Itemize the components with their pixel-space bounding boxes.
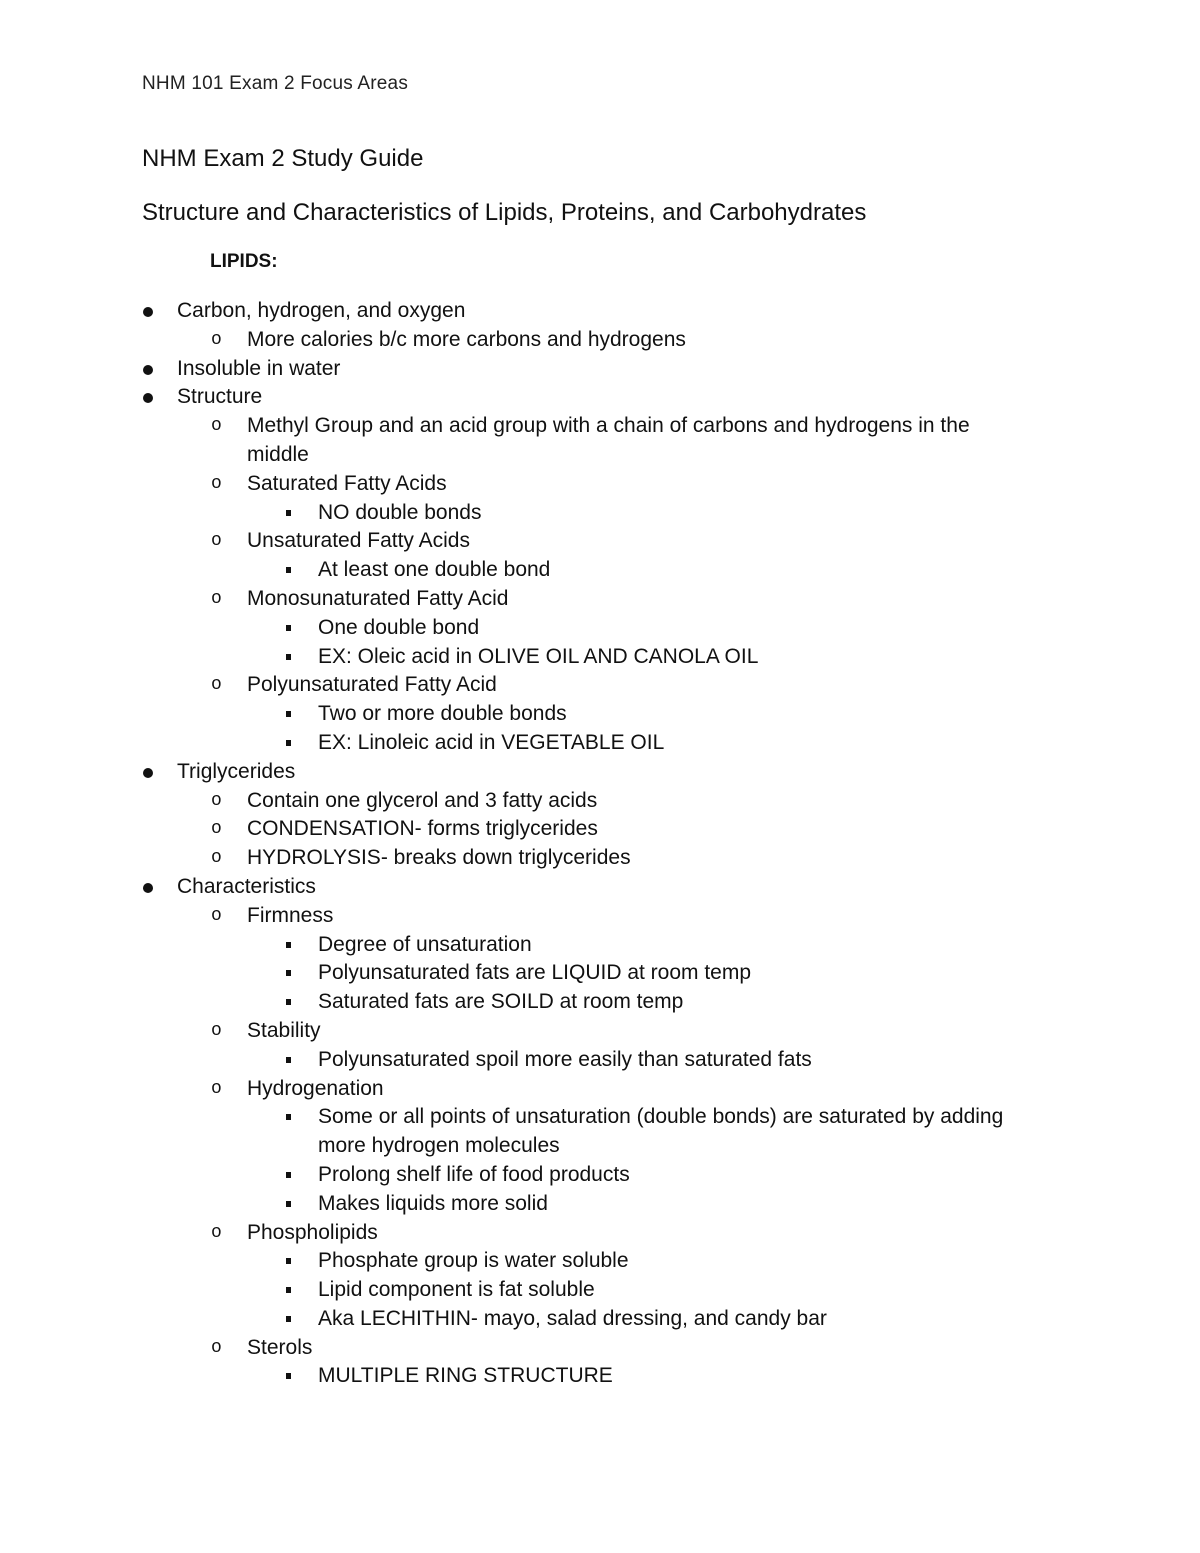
outline-item-level-2 bbox=[0, 1017, 1200, 1046]
outline-item-level-3 bbox=[0, 614, 1200, 643]
square-bullet-icon bbox=[286, 711, 291, 717]
circle-bullet-icon: o bbox=[211, 531, 222, 552]
outline-item-level-3 bbox=[0, 931, 1200, 960]
outline-item-text: EX: Linoleic acid in VEGETABLE OIL bbox=[318, 730, 665, 754]
circle-bullet-icon: o bbox=[211, 473, 222, 494]
outline-item-text: Stability bbox=[247, 1018, 321, 1042]
outline-item-text: Sterols bbox=[247, 1335, 313, 1359]
outline-item-text: Hydrogenation bbox=[247, 1076, 384, 1100]
outline-item-level-2 bbox=[0, 585, 1200, 614]
outline-item-text: Phosphate group is water soluble bbox=[318, 1249, 629, 1273]
running-header: NHM 101 Exam 2 Focus Areas bbox=[142, 73, 409, 94]
outline-item-text: Structure bbox=[177, 385, 263, 409]
outline-item-text: HYDROLYSIS- breaks down triglycerides bbox=[247, 846, 631, 870]
filled-circle-bullet-icon bbox=[143, 307, 153, 317]
outline-item-text: Saturated fats are SOILD at room temp bbox=[318, 990, 684, 1014]
outline-item-level-1 bbox=[0, 355, 1200, 384]
outline-item-level-2 bbox=[0, 787, 1200, 816]
square-bullet-icon bbox=[286, 1316, 291, 1322]
square-bullet-icon bbox=[286, 942, 291, 948]
section-heading-lipids: LIPIDS: bbox=[210, 251, 278, 272]
outline-item-level-3 bbox=[0, 1362, 1200, 1391]
outline-item-text: CONDENSATION- forms triglycerides bbox=[247, 817, 598, 841]
outline-item-text: Phospholipids bbox=[247, 1220, 378, 1244]
outline-item-text: Carbon, hydrogen, and oxygen bbox=[177, 299, 466, 322]
filled-circle-bullet-icon bbox=[143, 393, 153, 403]
outline-item-text: More calories b/c more carbons and hydrogens bbox=[247, 327, 686, 351]
outline-item-level-2 bbox=[0, 1075, 1200, 1104]
outline-item-text: Contain one glycerol and 3 fatty acids bbox=[247, 788, 598, 812]
filled-circle-bullet-icon bbox=[143, 883, 153, 893]
outline-item-text: Polyunsaturated Fatty Acid bbox=[247, 673, 497, 697]
outline-item-level-2 bbox=[0, 1334, 1200, 1363]
outline-item-level-2 bbox=[0, 1219, 1200, 1248]
outline-item-level-1 bbox=[0, 383, 1200, 412]
filled-circle-bullet-icon bbox=[143, 768, 153, 778]
outline-item-level-3 bbox=[0, 700, 1200, 729]
outline-item-text: Two or more double bonds bbox=[318, 702, 567, 726]
square-bullet-icon bbox=[286, 1201, 291, 1207]
circle-bullet-icon: o bbox=[211, 329, 222, 350]
outline-item-text: Polyunsaturated fats are LIQUID at room temp bbox=[318, 961, 752, 985]
circle-bullet-icon: o bbox=[211, 848, 222, 869]
outline-item-text: Insoluble in water bbox=[177, 356, 341, 380]
outline-item-text: Firmness bbox=[247, 903, 334, 927]
outline-item-text: Some or all points of unsaturation (double bonds) are saturated by adding more hydrogen molecules bbox=[318, 1105, 1004, 1158]
outline-item-level-3 bbox=[0, 556, 1200, 585]
outline-item-text: Aka LECHITHIN- mayo, salad dressing, and candy bar bbox=[318, 1306, 827, 1330]
outline-item-level-2 bbox=[0, 902, 1200, 931]
square-bullet-icon bbox=[286, 970, 291, 976]
square-bullet-icon bbox=[286, 510, 291, 516]
circle-bullet-icon: o bbox=[211, 1020, 222, 1041]
outline-item-level-3 bbox=[0, 1190, 1200, 1219]
filled-circle-bullet-icon bbox=[143, 365, 153, 375]
outline-item-level-2 bbox=[0, 326, 1200, 355]
document-title: NHM Exam 2 Study Guide bbox=[142, 145, 424, 172]
circle-bullet-icon: o bbox=[211, 819, 222, 840]
square-bullet-icon bbox=[286, 567, 291, 573]
circle-bullet-icon: o bbox=[211, 790, 222, 811]
document-subtitle: Structure and Characteristics of Lipids, Proteins, and Carbohydrates bbox=[142, 199, 867, 226]
outline-item-level-1 bbox=[0, 873, 1200, 902]
outline-item-level-3 bbox=[0, 959, 1200, 988]
outline-item-text: One double bond bbox=[318, 615, 480, 639]
outline-item-text: Monosunaturated Fatty Acid bbox=[247, 586, 509, 610]
outline-item-text: MULTIPLE RING STRUCTURE bbox=[318, 1364, 613, 1388]
circle-bullet-icon: o bbox=[211, 1078, 222, 1099]
circle-bullet-icon: o bbox=[211, 588, 222, 609]
outline-item-level-2 bbox=[0, 671, 1200, 700]
outline-item-text: Degree of unsaturation bbox=[318, 932, 532, 956]
outline-item-level-3 bbox=[0, 499, 1200, 528]
outline-item-level-3 bbox=[0, 988, 1200, 1017]
outline-item-text: Lipid component is fat soluble bbox=[318, 1278, 595, 1302]
outline-item-level-3 bbox=[0, 729, 1200, 758]
outline-item-level-3 bbox=[0, 643, 1200, 672]
outline-item-text: Methyl Group and an acid group with a chain of carbons and hydrogens in the middle bbox=[247, 414, 970, 466]
lipids-outline bbox=[0, 297, 1200, 1391]
outline-item-level-3 bbox=[0, 1305, 1200, 1334]
outline-item-text: Unsaturated Fatty Acids bbox=[247, 529, 470, 553]
square-bullet-icon bbox=[286, 1373, 291, 1379]
outline-item-text: NO double bonds bbox=[318, 500, 482, 524]
outline-item-text: EX: Oleic acid in OLIVE OIL AND CANOLA OIL bbox=[318, 644, 759, 668]
outline-item-level-2 bbox=[0, 527, 1200, 556]
square-bullet-icon bbox=[286, 740, 291, 746]
outline-item-level-2 bbox=[0, 844, 1200, 873]
outline-item-level-2 bbox=[0, 470, 1200, 499]
circle-bullet-icon: o bbox=[211, 1337, 222, 1358]
square-bullet-icon bbox=[286, 1172, 291, 1178]
outline-item-text: Saturated Fatty Acids bbox=[247, 471, 447, 495]
outline-item-level-1 bbox=[0, 758, 1200, 787]
outline-item-level-3 bbox=[0, 1046, 1200, 1075]
outline-item-level-2 bbox=[0, 412, 1200, 470]
outline-item-level-3 bbox=[0, 1276, 1200, 1305]
circle-bullet-icon: o bbox=[211, 905, 222, 926]
circle-bullet-icon: o bbox=[211, 675, 222, 696]
outline-item-text: At least one double bond bbox=[318, 558, 551, 582]
outline-item-level-1 bbox=[0, 297, 1200, 326]
square-bullet-icon bbox=[286, 1258, 291, 1264]
circle-bullet-icon: o bbox=[211, 1222, 222, 1243]
outline-item-text: Triglycerides bbox=[177, 759, 296, 783]
square-bullet-icon bbox=[286, 999, 291, 1005]
outline-item-text: Characteristics bbox=[177, 874, 316, 898]
outline-item-level-3 bbox=[0, 1103, 1200, 1161]
outline-item-level-3 bbox=[0, 1161, 1200, 1190]
square-bullet-icon bbox=[286, 625, 291, 631]
square-bullet-icon bbox=[286, 1114, 291, 1120]
outline-item-text: Makes liquids more solid bbox=[318, 1191, 548, 1215]
square-bullet-icon bbox=[286, 1057, 291, 1063]
square-bullet-icon bbox=[286, 654, 291, 660]
outline-item-level-3 bbox=[0, 1247, 1200, 1276]
outline-item-level-2 bbox=[0, 815, 1200, 844]
outline-item-text: Polyunsaturated spoil more easily than saturated fats bbox=[318, 1047, 812, 1071]
circle-bullet-icon: o bbox=[211, 416, 222, 437]
outline-item-text: Prolong shelf life of food products bbox=[318, 1162, 630, 1186]
square-bullet-icon bbox=[286, 1287, 291, 1293]
